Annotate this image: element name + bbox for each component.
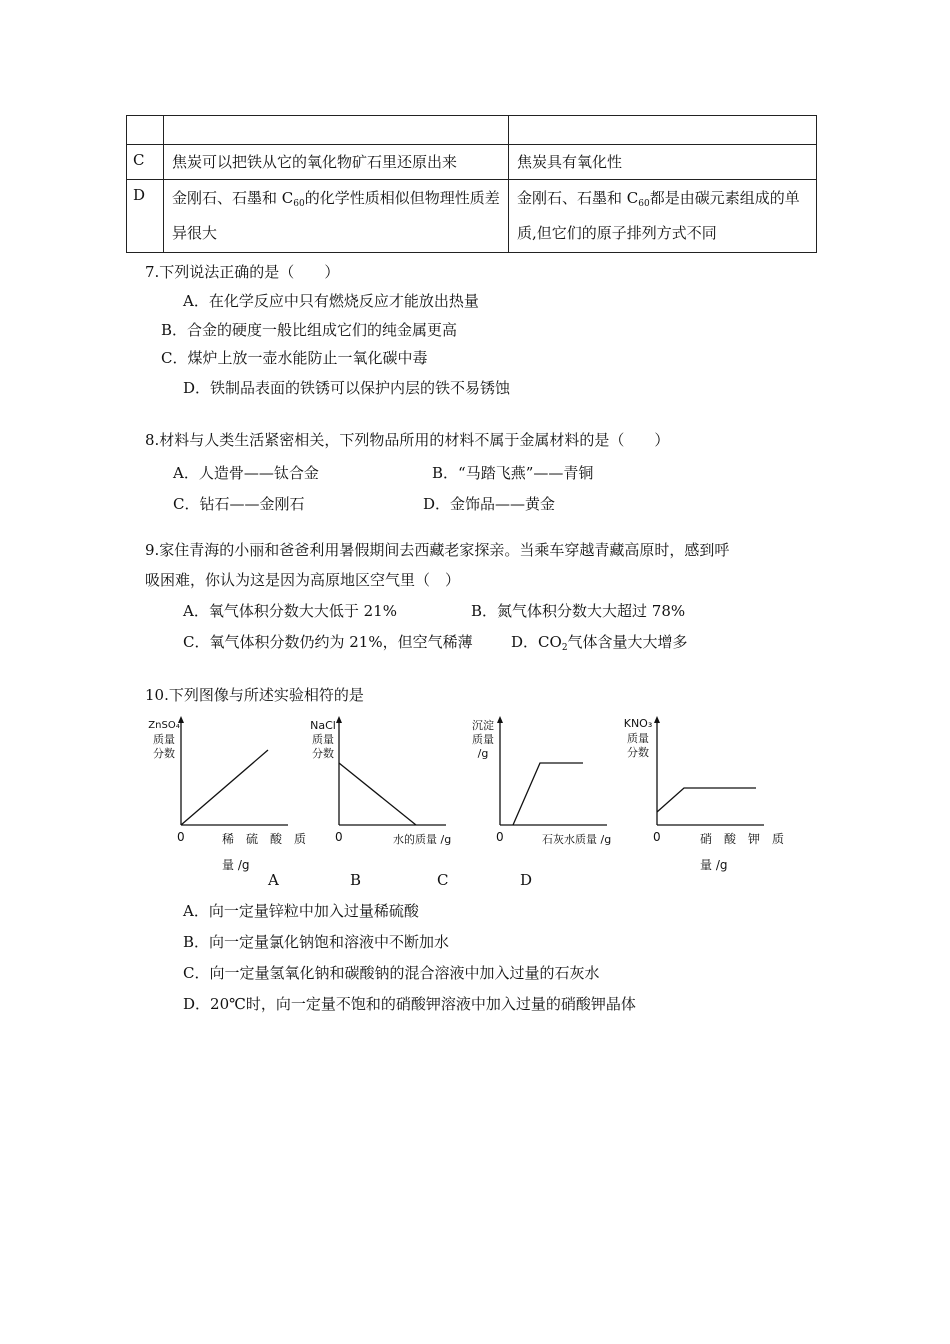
graph-c-xlabel-1: 石灰水质量 /g	[542, 833, 612, 846]
graph-letter-b: B	[350, 871, 362, 889]
q9-option-c: C．氧气体积分数仍约为 21%，但空气稀薄	[183, 633, 473, 651]
q9-option-b: B．氮气体积分数大大超过 78%	[471, 602, 686, 620]
explanation-text: 都是由碳元素组成的单质,但它们的原子排列方式不同	[517, 189, 800, 242]
explanation-text: 金刚石、石墨和 C	[517, 189, 639, 207]
q8-stem: 8.材料与人类生活紧密相关，下列物品所用的材料不属于金属材料的是（ ）	[145, 431, 670, 449]
row-explanation: 焦炭具有氧化性	[509, 145, 817, 180]
graph-d-ylabel-3: 分数	[627, 746, 649, 759]
option-text: D．CO	[511, 633, 562, 651]
graph-a-origin: 0	[177, 830, 185, 844]
graph-d-ylabel-2: 质量	[627, 732, 649, 745]
graph-b-ylabel-1: NaCl	[310, 719, 336, 732]
graph-a	[170, 715, 290, 830]
graph-c-ylabel-2: 质量	[472, 733, 494, 746]
table-row	[127, 145, 817, 180]
graph-a-ylabel-1: ZnSO₄	[148, 720, 180, 731]
fact-text: 金刚石、石墨和 C	[172, 189, 294, 207]
graph-b-origin: 0	[335, 830, 343, 844]
graph-letter-c: C	[437, 871, 449, 889]
subscript: 2	[561, 643, 568, 653]
graph-a-ylabel-2: 质量	[153, 733, 175, 746]
q10-stem: 10.下列图像与所述实验相符的是	[145, 686, 364, 704]
graph-b-ylabel-3: 分数	[312, 747, 334, 760]
graph-b-xlabel-1: 水的质量 /g	[393, 833, 452, 846]
q9-stem-line2: 吸困难，你认为这是因为高原地区空气里（ ）	[145, 571, 461, 589]
q8-option-d: D．金饰品——黄金	[423, 495, 556, 513]
row-label: C	[127, 145, 164, 180]
subscript: 60	[293, 199, 305, 209]
q8-option-b: B．“马踏飞燕”——青铜	[432, 464, 594, 482]
graph-a-ylabel-3: 分数	[153, 747, 175, 760]
graph-line	[181, 750, 268, 825]
graph-d-origin: 0	[653, 830, 661, 844]
row-label: D	[127, 180, 164, 253]
graph-d-ylabel-1: KNO₃	[623, 717, 653, 730]
graph-d	[646, 715, 766, 830]
q8-option-c: C．钻石——金刚石	[173, 495, 305, 513]
graph-line	[339, 763, 416, 825]
q10-option-d: D．20℃时，向一定量不饱和的硝酸钾溶液中加入过量的硝酸钾晶体	[183, 995, 636, 1013]
graph-line	[657, 788, 756, 812]
graph-letter-a: A	[268, 871, 279, 889]
q9-option-a: A．氧气体积分数大大低于 21%	[183, 602, 397, 620]
graph-c-origin: 0	[496, 830, 504, 844]
table-row	[127, 180, 817, 253]
row-label	[127, 116, 164, 145]
q7-option-a: A．在化学反应中只有燃烧反应才能放出热量	[183, 292, 479, 310]
row-fact	[164, 180, 509, 253]
row-fact	[164, 116, 509, 145]
q9-option-d	[511, 632, 688, 658]
option-text: 气体含量大大增多	[567, 633, 688, 651]
q7-option-b: B．合金的硬度一般比组成它们的纯金属更高	[161, 321, 458, 339]
q7-option-c: C．煤炉上放一壶水能防止一氧化碳中毒	[161, 349, 428, 367]
row-explanation	[509, 180, 817, 253]
q10-option-a: A．向一定量锌粒中加入过量稀硫酸	[183, 902, 419, 920]
graph-b-ylabel-2: 质量	[312, 733, 334, 746]
graph-letter-d: D	[520, 871, 533, 889]
row-explanation	[509, 116, 817, 145]
q8-option-a: A．人造骨——钛合金	[173, 464, 319, 482]
graph-a-xlabel-2: 量 /g	[222, 858, 250, 872]
graph-b	[328, 715, 448, 830]
fact-text: 的化学性质相似但物理性质差异很大	[172, 189, 500, 242]
answer-table	[126, 115, 817, 253]
q10-option-b: B．向一定量氯化钠饱和溶液中不断加水	[183, 933, 450, 951]
row-fact: 焦炭可以把铁从它的氧化物矿石里还原出来	[164, 145, 509, 180]
graph-line	[513, 763, 583, 825]
graph-d-xlabel-2: 量 /g	[700, 858, 728, 872]
graph-c-ylabel-1: 沉淀	[472, 719, 494, 732]
graph-d-xlabel-1: 硝 酸 钾 质	[700, 832, 785, 846]
q7-option-d: D．铁制品表面的铁锈可以保护内层的铁不易锈蚀	[183, 379, 511, 397]
q10-option-c: C．向一定量氢氧化钠和碳酸钠的混合溶液中加入过量的石灰水	[183, 964, 600, 982]
q9-stem-line1: 9.家住青海的小丽和爸爸利用暑假期间去西藏老家探亲。当乘车穿越青藏高原时，感到呼	[145, 541, 730, 559]
subscript: 60	[638, 199, 650, 209]
graph-c-ylabel-3: /g	[477, 747, 489, 760]
graph-c	[489, 715, 609, 830]
graph-a-xlabel-1: 稀 硫 酸 质	[222, 832, 307, 846]
table-row	[127, 116, 817, 145]
q7-stem: 7.下列说法正确的是（ ）	[145, 263, 340, 281]
